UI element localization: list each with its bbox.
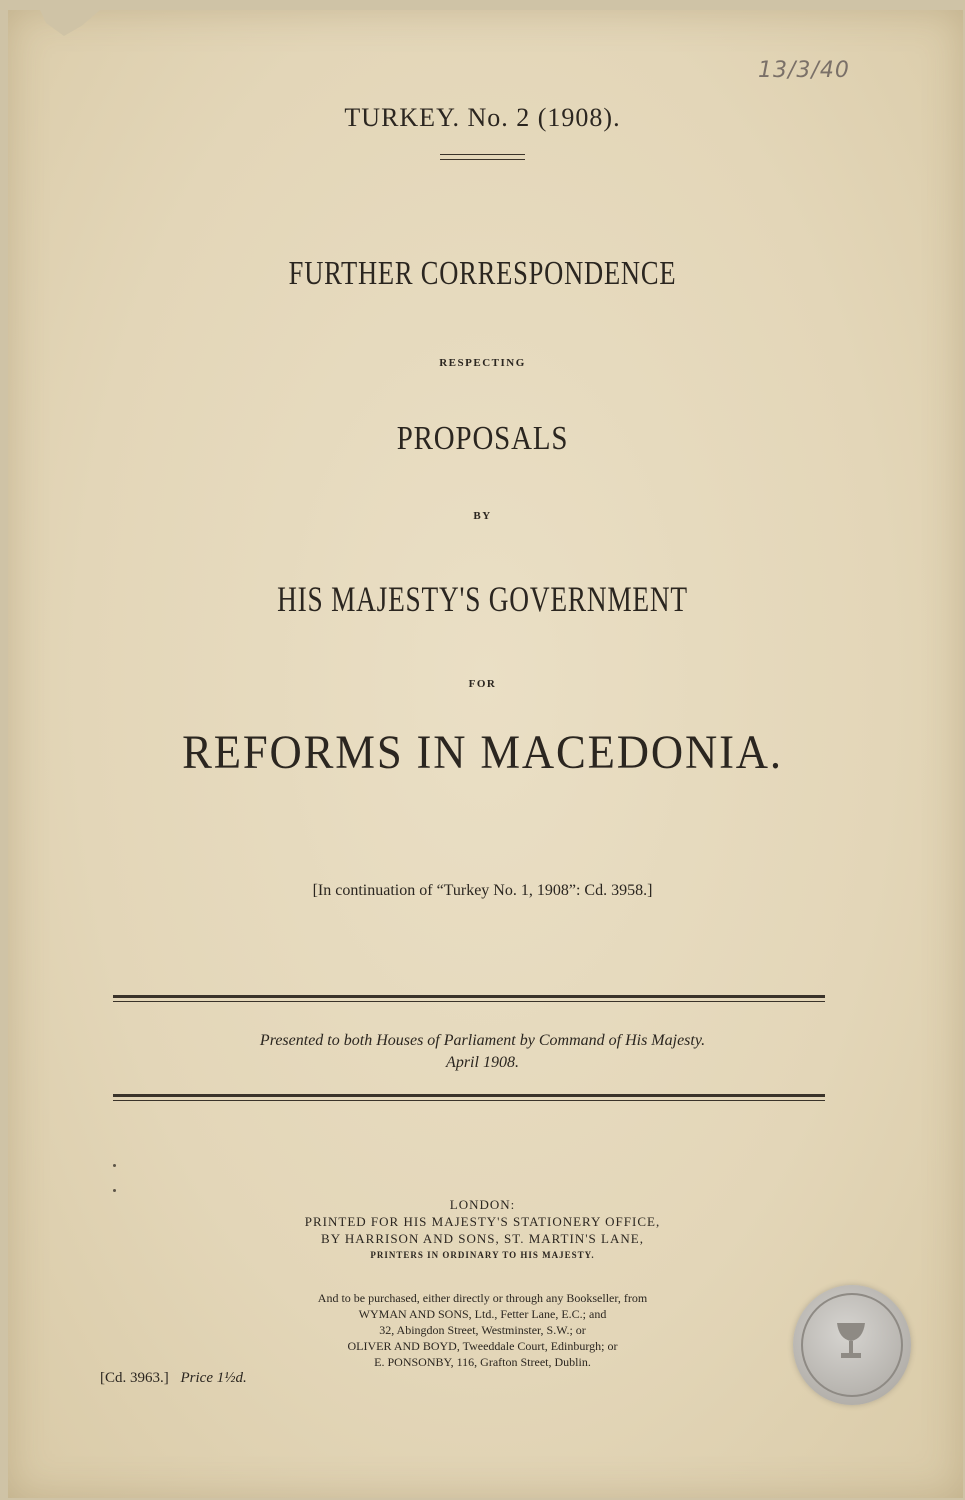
printer-imprint [0,1196,965,1264]
for-label: FOR [468,678,497,690]
price: Price 1½d. [180,1370,247,1386]
margin-mark [113,1164,116,1167]
imprint-line: BY HARRISON AND SONS, ST. MARTIN'S LANE, [321,1231,644,1246]
purchase-line: E. PONSONBY, 116, Grafton Street, Dublin. [374,1355,591,1369]
purchase-line: WYMAN AND SONS, Ltd., Fetter Lane, E.C.; and [358,1307,607,1321]
purchase-line: 32, Abingdon Street, Westminster, S.W.; or [379,1323,586,1337]
imprint-line: PRINTED FOR HIS MAJESTY'S STATIONERY OFFICE, [304,1214,661,1229]
lower-thick-rule [113,1094,825,1101]
government-heading: HIS MAJESTY'S GOVERNMENT [277,579,688,619]
margin-mark [113,1189,116,1192]
imprint-line: PRINTERS IN ORDINARY TO HIS MAJESTY. [370,1250,595,1260]
respecting-label: RESPECTING [439,357,526,369]
purchase-line: OLIVER AND BOYD, Tweeddale Court, Edinburgh; or [347,1339,618,1353]
purchase-line: And to be purchased, either directly or through any Bookseller, from [317,1291,648,1305]
presented-statement [0,1030,965,1074]
chalice-icon [833,1319,869,1363]
document-title: FURTHER CORRESPONDENCE [288,255,677,292]
subject-heading: REFORMS IN MACEDONIA. [182,726,783,779]
library-stamp [793,1285,911,1405]
handwritten-note: 13/3/40 [758,58,850,83]
presented-date: April 1908. [446,1054,519,1071]
command-number: [Cd. 3963.] [100,1370,169,1386]
presented-line: Presented to both Houses of Parliament by Command of His Majesty. [259,1032,706,1049]
continuation-note: [In continuation of “Turkey No. 1, 1908”: Cd. 3958.] [312,882,653,899]
imprint-city: LONDON: [449,1197,516,1212]
short-double-rule [440,154,525,160]
upper-thick-rule [113,995,825,1002]
series-heading: TURKEY. No. 2 (1908). [344,103,621,132]
by-label: BY [473,510,492,522]
proposals-heading: PROPOSALS [396,420,569,457]
command-and-price [100,1370,247,1387]
